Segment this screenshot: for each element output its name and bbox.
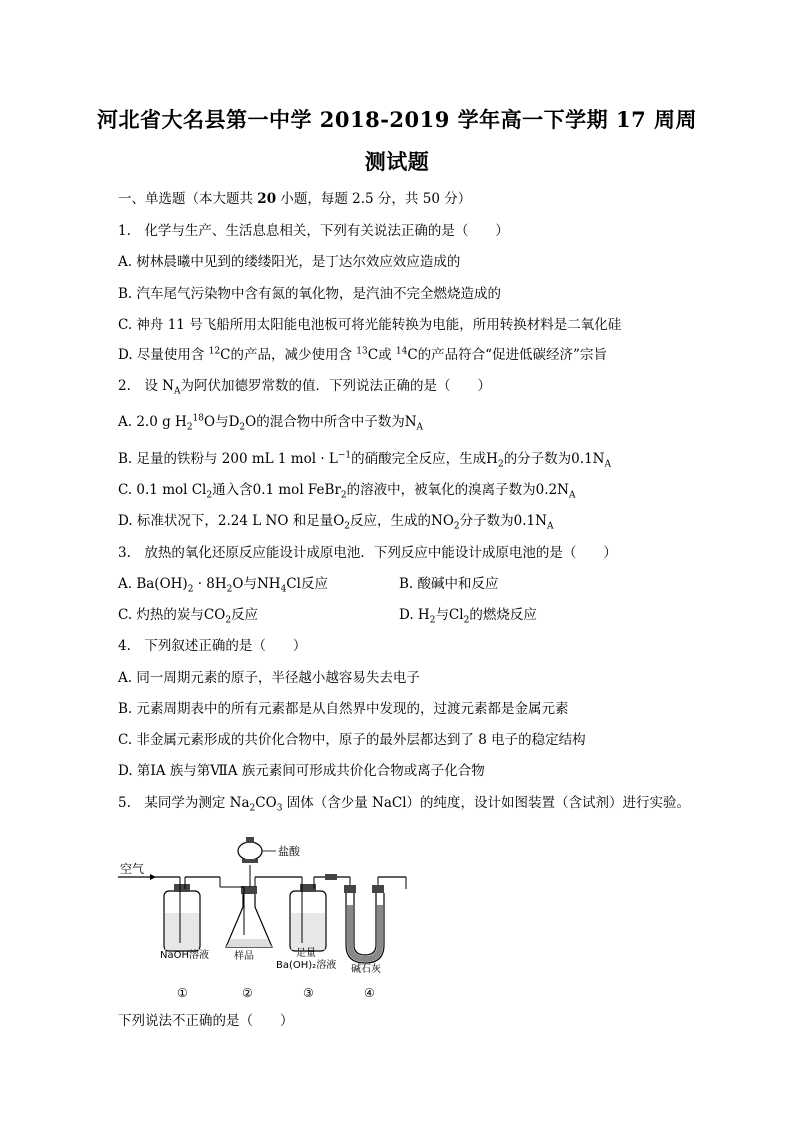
q2-d-sub: 2 <box>344 521 351 532</box>
q3-option-b: B. 酸碱中和反应 <box>399 576 499 592</box>
q1-option-b: B. 汽车尾气污染物中含有氮的氧化物，是汽油不完全燃烧造成的 <box>118 286 502 302</box>
q3-d-post: 的燃烧反应 <box>469 607 537 623</box>
q3-a-pre: A. Ba(OH) <box>118 576 188 592</box>
q2-stem-sub: A <box>173 386 181 397</box>
q3-d-sub: 2 <box>429 615 436 626</box>
q5-stem <box>118 791 690 814</box>
label-num-2: ② <box>242 986 253 1000</box>
q5-stem-pre: 5. 某同学为测定 Na <box>118 795 250 811</box>
q1-d-sup3: 14 <box>395 346 408 357</box>
q2-c-sub: 2 <box>206 490 213 501</box>
acid-label: 盐酸 <box>278 845 300 858</box>
q2-a-sub3: A <box>416 422 424 433</box>
q3-a-mid2: O与NH <box>232 576 281 592</box>
q2-b-sup: −1 <box>337 450 352 461</box>
q3-option-d <box>399 603 537 626</box>
q3-c-sub: 2 <box>225 615 232 626</box>
label-baoh2: Ba(OH)₂溶液 <box>276 960 337 971</box>
q3-a-mid: · 8H <box>193 576 227 592</box>
q3-a-sub2: 2 <box>226 584 233 595</box>
label-num-1: ① <box>177 986 188 1000</box>
q3-c-pre: C. 灼热的炭与CO <box>118 607 226 623</box>
q2-a-pre: A. 2.0 g H <box>118 414 187 430</box>
q2-c-pre: C. 0.1 mol Cl <box>118 482 207 498</box>
apparatus-diagram <box>110 835 430 1010</box>
bottle-3 <box>290 874 350 951</box>
label-naoh: NaOH溶液 <box>160 950 209 961</box>
q2-option-c <box>118 478 575 501</box>
q1-d-mid1: C的产品，减少使用含 <box>220 347 357 363</box>
q2-c-mid2: 的溶液中，被氧化的溴离子数为0.2N <box>346 482 569 498</box>
q2-c-sub2: 2 <box>340 490 347 501</box>
q2-d-mid: 反应，生成的NO <box>350 513 454 529</box>
air-label: 空气 <box>120 862 145 876</box>
q3-a-sub: 2 <box>187 584 194 595</box>
q1-d-sup1: 12 <box>208 346 221 357</box>
q2-c-sub3: A <box>568 490 576 501</box>
title-line-1: 河北省大名县第一中学 2018-2019 学年高一下学期 17 周周 <box>96 107 698 132</box>
q2-b-pre: B. 足量的铁粉与 200 mL 1 mol · L <box>118 451 338 467</box>
section-heading <box>118 187 471 207</box>
q5-stem-mid: CO <box>255 795 277 811</box>
q1-option-a: A. 树林晨曦中见到的缕缕阳光，是丁达尔效应效应造成的 <box>118 254 461 270</box>
label-num-3: ③ <box>303 986 314 1000</box>
q2-stem-pre: 2. 设 N <box>118 378 174 394</box>
q2-a-sub2: 2 <box>239 422 246 433</box>
q2-a-mid: O与D <box>204 414 240 430</box>
q2-option-a <box>118 410 423 433</box>
q3-option-c <box>118 603 258 626</box>
q1-option-d <box>118 343 607 363</box>
q2-a-sub: 2 <box>186 422 193 433</box>
q3-c-post: 反应 <box>231 607 259 623</box>
q2-b-mid: 的硝酸完全反应，生成H <box>351 451 498 467</box>
label-soda-lime: 碱石灰 <box>351 964 381 975</box>
label-sample: 样品 <box>234 951 254 962</box>
q2-d-sub2: 2 <box>453 521 460 532</box>
section-heading-pre: 一、单选题（本大题共 <box>118 191 258 207</box>
u-tube-4 <box>344 877 406 963</box>
title-line-2: 测试题 <box>364 149 430 174</box>
q2-option-d <box>118 509 553 532</box>
q4-option-c: C. 非金属元素形成的共价化合物中，原子的最外层都达到了 8 电子的稳定结构 <box>118 732 586 748</box>
q3-a-sub3: 4 <box>280 584 287 595</box>
section-heading-post: 小题，每题 2.5 分，共 50 分） <box>276 191 472 207</box>
q2-b-mid2: 的分子数为0.1N <box>503 451 605 467</box>
q2-c-mid: 通入含0.1 mol FeBr <box>212 482 341 498</box>
q3-d-sub2: 2 <box>463 615 470 626</box>
q2-b-sub2: A <box>604 459 611 470</box>
q3-option-a <box>118 572 328 595</box>
q5-follow-up: 下列说法不正确的是（ ） <box>118 1013 294 1029</box>
q1-stem: 1. 化学与生产、生活息息相关，下列有关说法正确的是（ ） <box>118 223 509 239</box>
q1-d-mid2: C或 <box>367 347 396 363</box>
q2-stem-post: 为阿伏加德罗常数的值．下列说法正确的是（ ） <box>180 378 491 394</box>
q4-option-d: D. 第ⅠA 族与第ⅦA 族元素间可形成共价化合物或离子化合物 <box>118 763 485 779</box>
q2-d-mid2: 分子数为0.1N <box>459 513 547 529</box>
q1-d-pre: D. 尽量使用含 <box>118 347 209 363</box>
q2-d-pre: D. 标准状况下，2.24 L NO 和足量O <box>118 513 345 529</box>
q1-option-c: C. 神舟 11 号飞船所用太阳能电池板可将光能转换为电能，所用转换材料是二氧化硅 <box>118 317 622 333</box>
q3-stem: 3. 放热的氧化还原反应能设计成原电池．下列反应中能设计成原电池的是（ ） <box>118 545 617 561</box>
q2-option-b <box>118 447 611 470</box>
label-excess: 足量 <box>296 948 316 959</box>
q4-option-a: A. 同一周期元素的原子，半径越小越容易失去电子 <box>118 670 420 686</box>
q2-d-sub3: A <box>546 521 554 532</box>
q5-stem-sub: 2 <box>249 803 256 814</box>
label-num-4: ④ <box>364 986 375 1000</box>
q3-d-mid: 与Cl <box>435 607 464 623</box>
q5-stem-sub2: 3 <box>276 803 283 814</box>
bottle-1 <box>164 877 220 951</box>
q1-d-post: C的产品符合“促进低碳经济”宗旨 <box>407 347 607 363</box>
q1-d-sup2: 13 <box>356 346 368 357</box>
q4-option-b: B. 元素周期表中的所有元素都是从自然界中发现的，过渡元素都是金属元素 <box>118 701 569 717</box>
q3-a-post: Cl反应 <box>286 576 328 592</box>
q2-stem <box>118 374 491 397</box>
q3-d-pre: D. H <box>399 607 430 623</box>
section-count: 20 <box>257 191 277 207</box>
q4-stem: 4. 下列叙述正确的是（ ） <box>118 638 307 654</box>
q2-b-sub: 2 <box>497 459 504 470</box>
q5-stem-post: 固体（含少量 NaCl）的纯度，设计如图装置（含试剂）进行实验。 <box>282 795 691 811</box>
air-arrow-icon <box>150 874 156 880</box>
q2-a-sup: 18 <box>192 413 204 424</box>
q2-a-mid2: O的混合物中所含中子数为N <box>245 414 417 430</box>
